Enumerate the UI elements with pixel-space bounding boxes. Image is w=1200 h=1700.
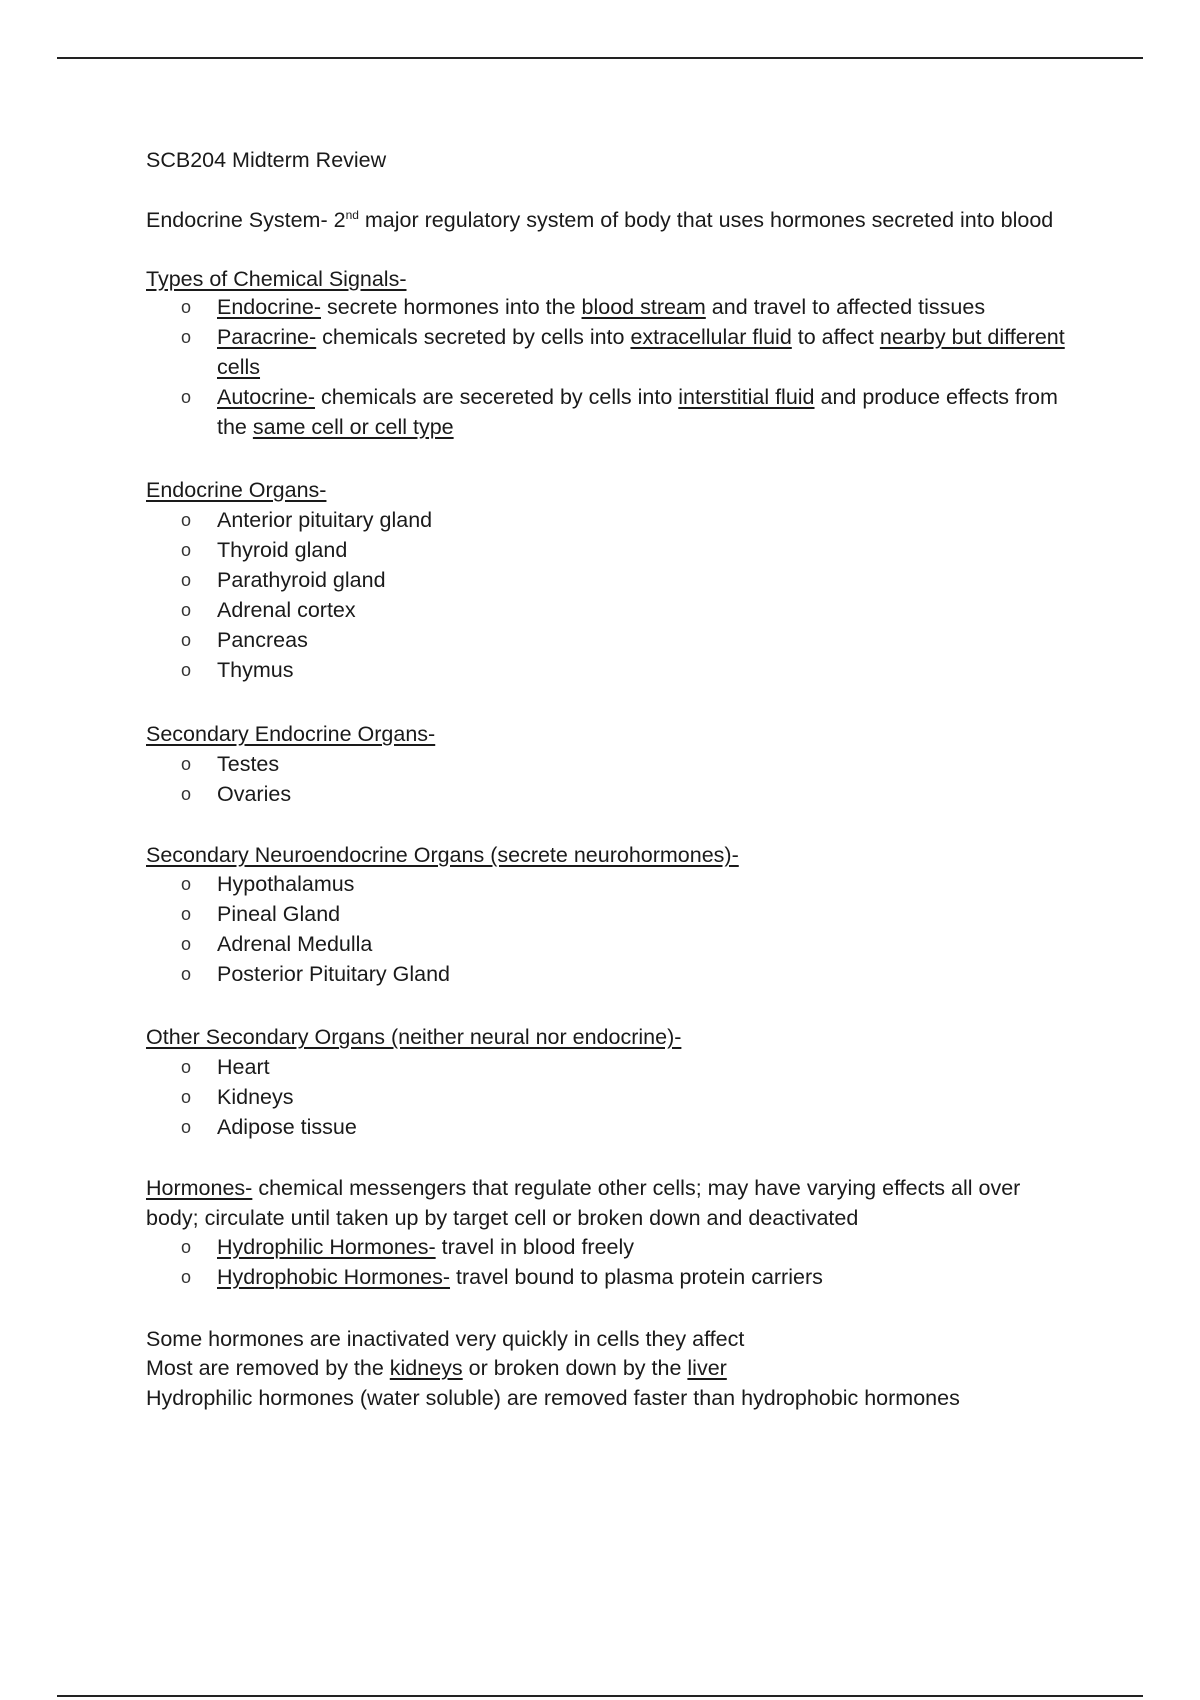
bullet-icon: o — [181, 327, 192, 347]
other-organs-list — [181, 1052, 1077, 1142]
secondary-organs-heading: Secondary Endocrine Organs- — [146, 722, 436, 746]
neuro-organs-list — [181, 869, 1077, 989]
bullet-icon: o — [181, 660, 192, 680]
list-item: o Autocrine- chemicals are secereted by cells into interstitial fluid and produce effects from the same cell or cell type — [217, 382, 1077, 442]
bullet-icon: o — [181, 510, 192, 530]
list-item: o Hydrophilic Hormones- travel in blood freely — [217, 1232, 1077, 1262]
bullet-icon: o — [181, 754, 192, 774]
hormones-definition: Hormones- chemical messengers that regulate other cells; may have varying effects all over — [146, 1176, 1021, 1200]
list-item: o Paracrine- chemicals secreted by cells into extracellular fluid to affect nearby but different cells — [217, 322, 1077, 382]
bullet-icon: o — [181, 540, 192, 560]
list-item: o Pineal Gland — [217, 899, 1077, 929]
removal-line-3: Hydrophilic hormones (water soluble) are removed faster than hydrophobic hormones — [146, 1386, 960, 1410]
removal-line-2: Most are removed by the kidneys or broken down by the liver — [146, 1356, 727, 1380]
other-organs-heading: Other Secondary Organs (neither neural nor endocrine)- — [146, 1025, 682, 1049]
bullet-icon: o — [181, 904, 192, 924]
bullet-icon: o — [181, 934, 192, 954]
bullet-icon: o — [181, 1117, 192, 1137]
list-item: o Adrenal Medulla — [217, 929, 1077, 959]
footer-rule — [57, 1695, 1143, 1697]
list-item: o Thyroid gland — [217, 535, 1077, 565]
list-item: o Endocrine- secrete hormones into the blood stream and travel to affected tissues — [217, 292, 1077, 322]
list-item: o Kidneys — [217, 1082, 1077, 1112]
endocrine-system-definition: Endocrine System- 2nd major regulatory system of body that uses hormones secreted into blood — [146, 207, 1054, 232]
signals-heading: Types of Chemical Signals- — [146, 267, 407, 291]
bullet-icon: o — [181, 964, 192, 984]
list-item: o Thymus — [217, 655, 1077, 685]
list-item: o Ovaries — [217, 779, 1077, 809]
list-item: o Pancreas — [217, 625, 1077, 655]
list-item: o Heart — [217, 1052, 1077, 1082]
list-item: o Testes — [217, 749, 1077, 779]
bullet-icon: o — [181, 1057, 192, 1077]
bullet-icon: o — [181, 874, 192, 894]
organs-list — [181, 505, 1077, 685]
hormone-types-list — [181, 1232, 1077, 1292]
list-item: o Adipose tissue — [217, 1112, 1077, 1142]
list-item: o Posterior Pituitary Gland — [217, 959, 1077, 989]
bullet-icon: o — [181, 387, 192, 407]
organs-heading: Endocrine Organs- — [146, 478, 327, 502]
bullet-icon: o — [181, 1267, 192, 1287]
list-item: o Parathyroid gland — [217, 565, 1077, 595]
bullet-icon: o — [181, 1237, 192, 1257]
neuro-organs-heading: Secondary Neuroendocrine Organs (secrete neurohormones)- — [146, 843, 739, 867]
header-rule — [57, 57, 1143, 59]
secondary-organs-list — [181, 749, 1077, 809]
bullet-icon: o — [181, 297, 192, 317]
hormones-definition-cont: body; circulate until taken up by target cell or broken down and deactivated — [146, 1206, 859, 1230]
list-item: o Anterior pituitary gland — [217, 505, 1077, 535]
removal-line-1: Some hormones are inactivated very quickly in cells they affect — [146, 1327, 745, 1351]
list-item: o Hypothalamus — [217, 869, 1077, 899]
bullet-icon: o — [181, 600, 192, 620]
list-item: o Hydrophobic Hormones- travel bound to plasma protein carriers — [217, 1262, 1077, 1292]
list-item: o Adrenal cortex — [217, 595, 1077, 625]
bullet-icon: o — [181, 784, 192, 804]
bullet-icon: o — [181, 1087, 192, 1107]
document-title: SCB204 Midterm Review — [146, 148, 387, 172]
signals-list — [181, 292, 1077, 442]
bullet-icon: o — [181, 570, 192, 590]
bullet-icon: o — [181, 630, 192, 650]
